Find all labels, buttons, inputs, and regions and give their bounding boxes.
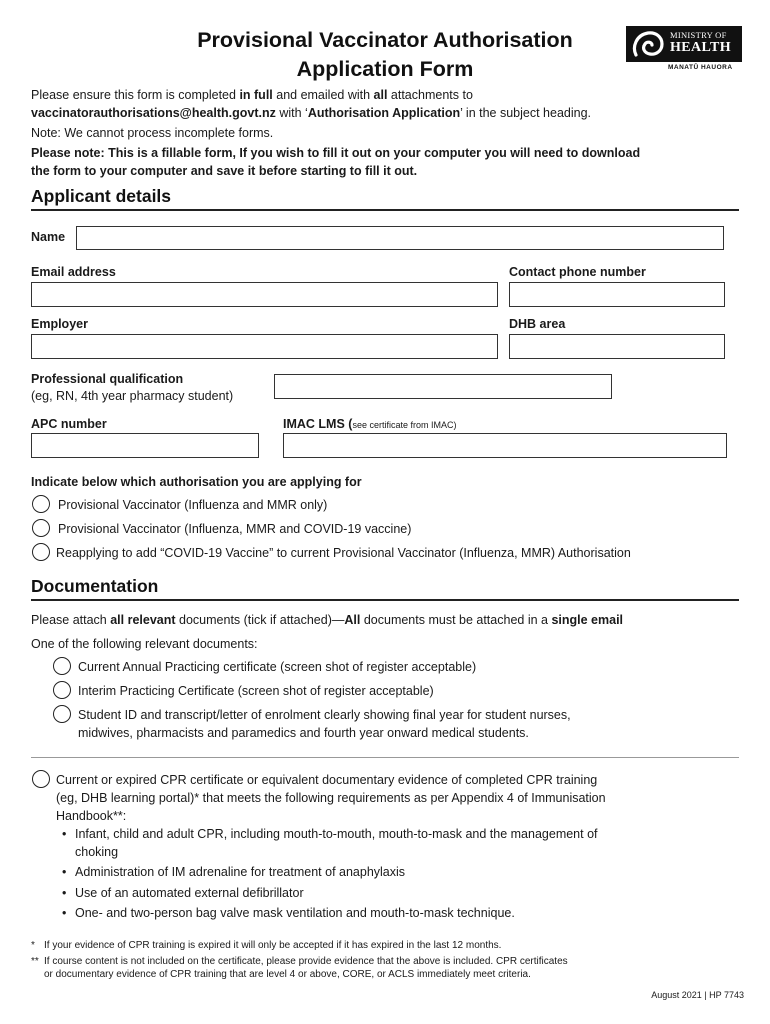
fillable-note-2: the form to your computer and save it before starting to fill it out. xyxy=(31,164,418,178)
cpr-requirement-4: • One- and two-person bag valve mask ventilation and mouth-to-mask technique. xyxy=(75,904,515,922)
qualification-field[interactable] xyxy=(274,374,612,399)
apc-field[interactable] xyxy=(31,433,259,458)
authorisation-heading: Indicate below which authorisation you are applying for xyxy=(31,475,362,489)
logo-line-1: MINISTRY OF xyxy=(670,30,727,40)
phone-field[interactable] xyxy=(509,282,725,307)
auth-option-1-radio[interactable] xyxy=(32,495,50,513)
divider xyxy=(31,757,739,758)
intro-line-2: vaccinatorauthorisations@health.govt.nz with ‘Authorisation Application’ in the subject heading. xyxy=(31,106,592,120)
one-of-text: One of the following relevant documents: xyxy=(31,637,258,651)
auth-option-1-label: Provisional Vaccinator (Influenza and MMR only) xyxy=(58,498,328,512)
doc-student-checkbox[interactable] xyxy=(53,705,71,723)
logo-line-2: HEALTH xyxy=(670,40,732,55)
employer-field[interactable] xyxy=(31,334,498,359)
footnote-1-mark: * xyxy=(31,940,35,951)
doc-interim-label: Interim Practicing Certificate (screen shot of register acceptable) xyxy=(78,684,434,698)
logo-subtitle: MANATŪ HAUORA xyxy=(668,64,733,71)
applicant-details-heading: Applicant details xyxy=(31,186,739,211)
doc-student-label: Student ID and transcript/letter of enrolment clearly showing final year for student nurses, midwives, pharmacists and paramedics and fourth year onward medical students. xyxy=(78,708,571,740)
employer-label: Employer xyxy=(31,317,88,331)
auth-option-2-radio[interactable] xyxy=(32,519,50,537)
email-field[interactable] xyxy=(31,282,498,307)
auth-option-3-radio[interactable] xyxy=(32,543,50,561)
email-link[interactable]: vaccinatorauthorisations@health.govt.nz xyxy=(31,106,276,120)
attach-instruction: Please attach all relevant documents (tick if attached)—All documents must be attached in a single email xyxy=(31,613,624,627)
title-line-1: Provisional Vaccinator Authorisation xyxy=(197,28,573,52)
ministry-logo xyxy=(626,26,742,62)
cpr-description: Current or expired CPR certificate or equivalent documentary evidence of completed CPR training (eg, DHB learning portal)* that meets the following requirements as per Appendix 4 of Immunisation Handbook**: xyxy=(56,773,606,823)
apc-label: APC number xyxy=(31,417,107,431)
footer-version: August 2021 | HP 7743 xyxy=(651,990,744,1000)
dhb-field[interactable] xyxy=(509,334,725,359)
doc-apc-checkbox[interactable] xyxy=(53,657,71,675)
imac-hint: see certificate from IMAC) xyxy=(352,420,457,430)
email-label: Email address xyxy=(31,265,116,279)
cpr-requirement-1: • Infant, child and adult CPR, including mouth-to-mouth, mouth-to-mask and the management of choking xyxy=(75,825,598,861)
footnote-1: If your evidence of CPR training is expired it will only be accepted if it has expired in the last 12 months. xyxy=(44,940,502,951)
page-title xyxy=(150,26,620,84)
name-label: Name xyxy=(31,230,66,244)
qualification-label: Professional qualification (eg, RN, 4th year pharmacy student) xyxy=(31,372,234,403)
cpr-requirement-3: • Use of an automated external defibrillator xyxy=(75,884,304,902)
doc-apc-label: Current Annual Practicing certificate (screen shot of register acceptable) xyxy=(78,660,477,674)
footnote-2-mark: ** xyxy=(31,956,39,967)
auth-option-3-label: Reapplying to add “COVID-19 Vaccine” to current Provisional Vaccinator (Influenza, MMR) Authorisation xyxy=(56,546,631,560)
imac-label: IMAC LMS (see certificate from IMAC) xyxy=(283,417,457,431)
fillable-note-1: Please note: This is a fillable form, If you wish to fill it out on your computer you will need to download xyxy=(31,146,641,160)
doc-cpr-checkbox[interactable] xyxy=(32,770,50,788)
imac-field[interactable] xyxy=(283,433,727,458)
cpr-requirement-2: • Administration of IM adrenaline for treatment of anaphylaxis xyxy=(75,863,405,881)
intro-line-1: Please ensure this form is completed in full and emailed with all attachments to xyxy=(31,88,473,102)
doc-interim-checkbox[interactable] xyxy=(53,681,71,699)
name-field[interactable] xyxy=(76,226,724,250)
qualification-hint: (eg, RN, 4th year pharmacy student) xyxy=(31,389,234,403)
dhb-label: DHB area xyxy=(509,317,566,331)
intro-note: Note: We cannot process incomplete forms. xyxy=(31,126,274,140)
auth-option-2-label: Provisional Vaccinator (Influenza, MMR and COVID-19 vaccine) xyxy=(58,522,412,536)
phone-label: Contact phone number xyxy=(509,265,646,279)
title-line-2: Application Form xyxy=(296,57,474,81)
documentation-heading: Documentation xyxy=(31,576,739,601)
koru-icon xyxy=(630,29,666,59)
footnote-2: If course content is not included on the certificate, please provide evidence that the above is included. CPR certificates or documentary evidence of CPR training that are level 4 or above, CORE, or ACLS immediately meet criteria. xyxy=(44,956,568,980)
